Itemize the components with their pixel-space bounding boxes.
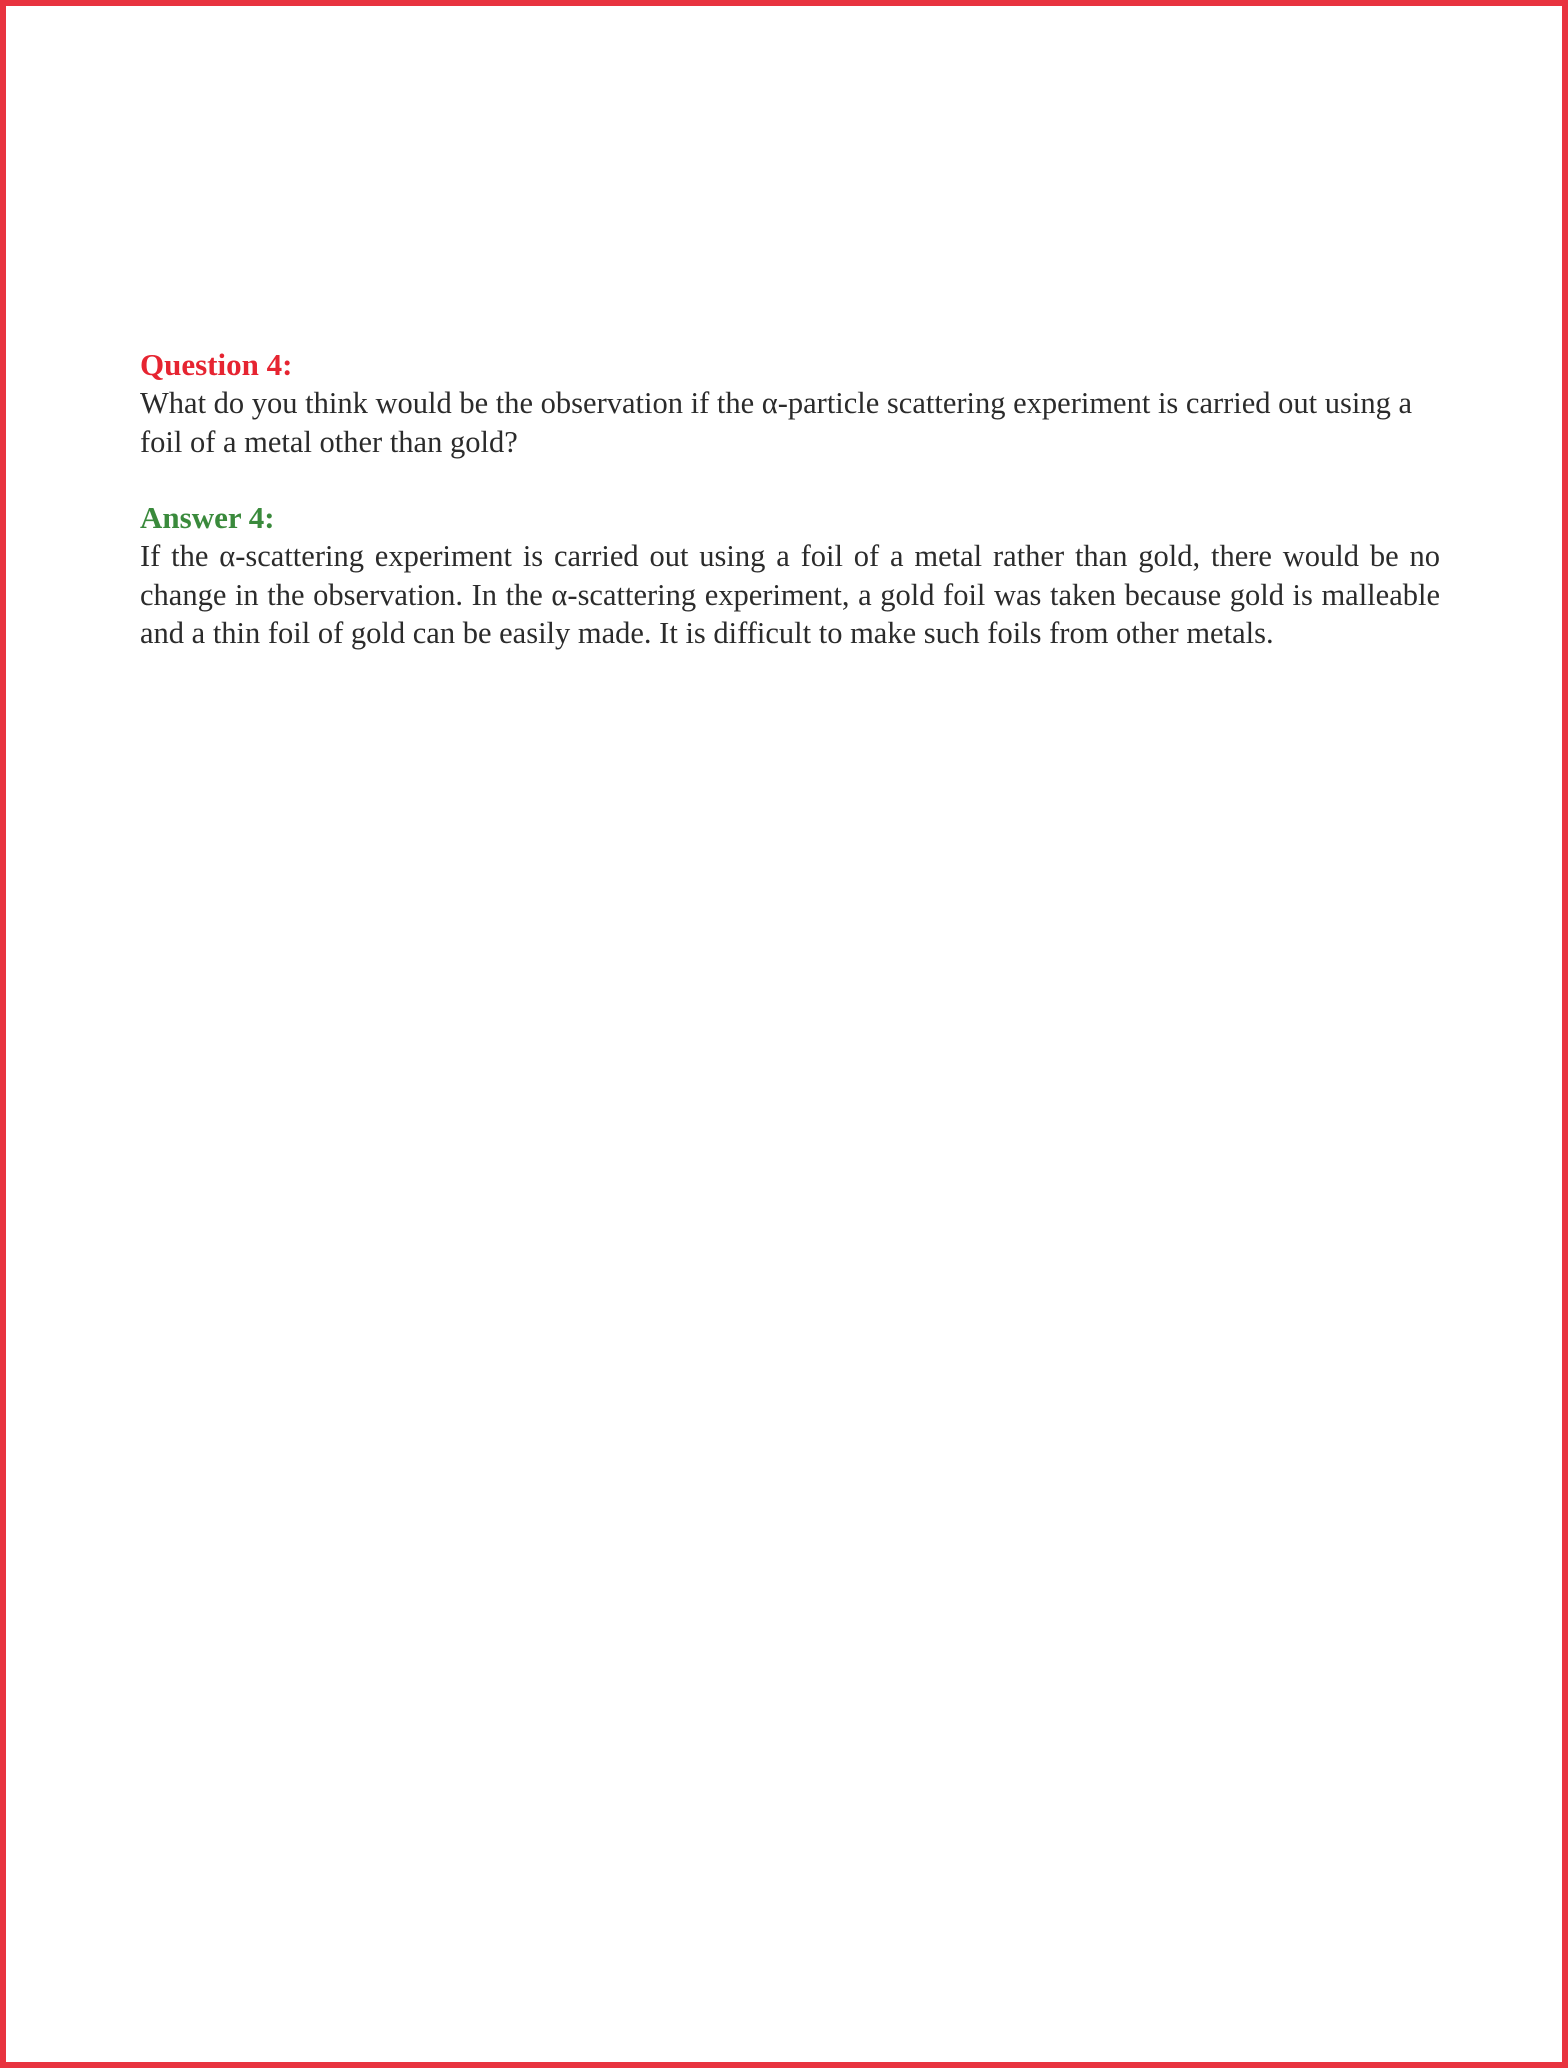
answer-block [140, 499, 1440, 653]
question-heading: Question 4: [140, 347, 293, 382]
question-block [140, 346, 1440, 461]
page-content [140, 346, 1440, 653]
answer-heading: Answer 4: [140, 500, 275, 535]
question-text: What do you think would be the observation if the α-particle scattering experiment is carried out using a foil of a metal other than gold? [140, 386, 1413, 459]
answer-text: If the α-scattering experiment is carried out using a foil of a metal rather than gold, there would be no change in the observation. In the α-scattering experiment, a gold foil was taken because gold is malleable and a thin foil of gold can be easily made. It is difficult to make such foils from other metals. [140, 539, 1440, 650]
